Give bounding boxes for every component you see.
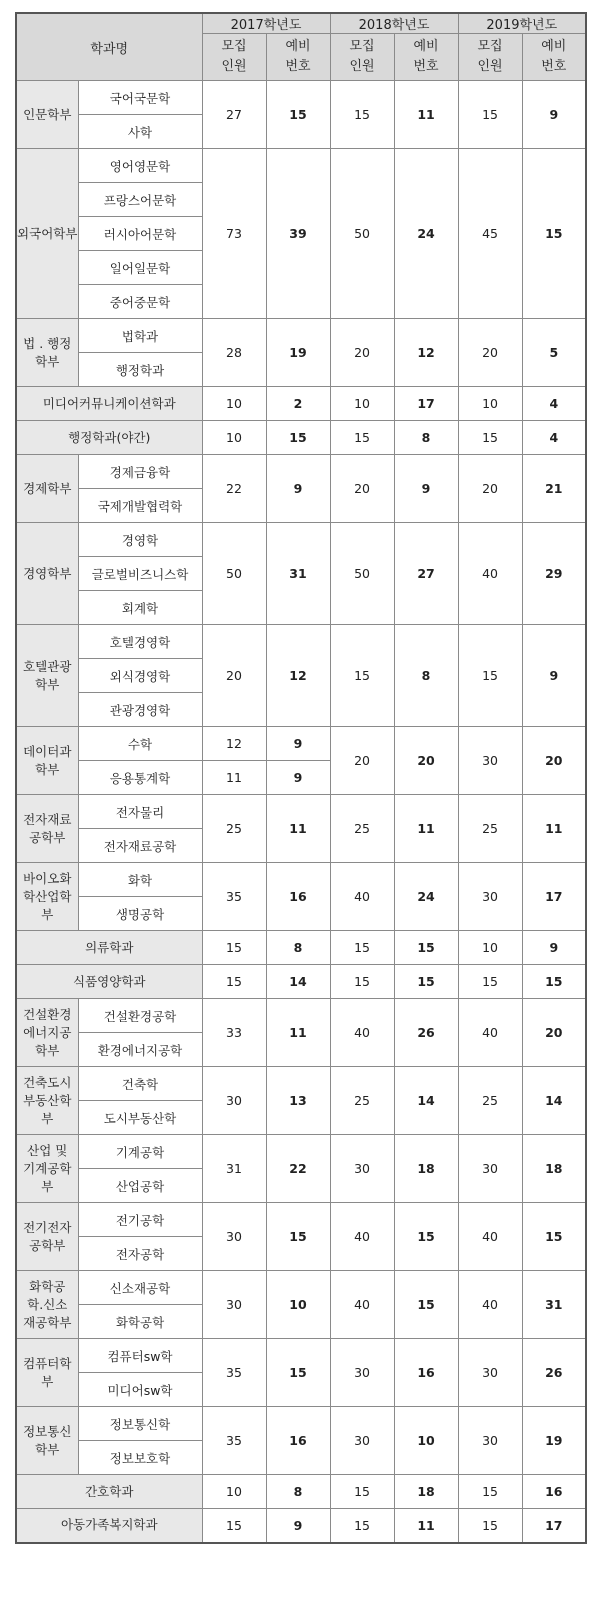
table-row xyxy=(16,1271,586,1305)
major-name: 외식경영학 xyxy=(78,659,202,693)
reserve-number: 18 xyxy=(394,1475,458,1509)
recruit-count: 50 xyxy=(202,523,266,625)
reserve-number: 9 xyxy=(266,761,330,795)
major-name: 글로벌비즈니스학 xyxy=(78,557,202,591)
faculty-name: 법 . 행정 학부 xyxy=(16,319,78,387)
major-name: 중어중문학 xyxy=(78,285,202,319)
table-row xyxy=(16,931,586,965)
recruit-count: 40 xyxy=(458,1271,522,1339)
major-name: 법학과 xyxy=(78,319,202,353)
major-name: 건설환경공학 xyxy=(78,999,202,1033)
recruit-count: 30 xyxy=(458,1407,522,1475)
major-name: 기계공학 xyxy=(78,1135,202,1169)
reserve-number: 15 xyxy=(394,1203,458,1271)
recruit-count: 15 xyxy=(330,1475,394,1509)
reserve-number: 12 xyxy=(394,319,458,387)
recruit-count: 15 xyxy=(458,421,522,455)
recruit-count: 15 xyxy=(202,1509,266,1543)
dept-header: 학과명 xyxy=(16,13,202,81)
faculty-name: 호텔관광 학부 xyxy=(16,625,78,727)
recruit-count: 15 xyxy=(330,965,394,999)
reserve-number: 9 xyxy=(394,455,458,523)
reserve-number: 24 xyxy=(394,863,458,931)
recruit-count: 15 xyxy=(458,81,522,149)
recruit-count: 30 xyxy=(330,1135,394,1203)
recruit-count: 30 xyxy=(202,1067,266,1135)
reserve-number: 24 xyxy=(394,149,458,319)
reserve-number: 22 xyxy=(266,1135,330,1203)
dept-name: 의류학과 xyxy=(16,931,202,965)
table-row xyxy=(16,1407,586,1441)
recruit-count: 35 xyxy=(202,1339,266,1407)
major-name: 신소재공학 xyxy=(78,1271,202,1305)
table-row xyxy=(16,523,586,557)
table-row xyxy=(16,1203,586,1237)
recruit-count: 20 xyxy=(458,455,522,523)
year-header-2019: 2019학년도 xyxy=(458,13,586,34)
recruit-count: 50 xyxy=(330,149,394,319)
reserve-number: 39 xyxy=(266,149,330,319)
reserve-number: 31 xyxy=(522,1271,586,1339)
recruit-count: 40 xyxy=(458,1203,522,1271)
recruit-count: 20 xyxy=(458,319,522,387)
recruit-count: 40 xyxy=(458,999,522,1067)
reserve-number: 20 xyxy=(522,727,586,795)
table-row xyxy=(16,625,586,659)
major-name: 전기공학 xyxy=(78,1203,202,1237)
recruit-count: 30 xyxy=(202,1271,266,1339)
reserve-number: 16 xyxy=(394,1339,458,1407)
faculty-name: 산업 및 기계공학 부 xyxy=(16,1135,78,1203)
reserve-number: 9 xyxy=(522,931,586,965)
table-row xyxy=(16,421,586,455)
major-name: 건축학 xyxy=(78,1067,202,1101)
reserve-number-header-2018: 예비 번호 xyxy=(394,34,458,81)
recruit-count: 10 xyxy=(458,931,522,965)
reserve-number: 12 xyxy=(266,625,330,727)
reserve-number: 31 xyxy=(266,523,330,625)
admission-table xyxy=(15,12,587,1544)
major-name: 러시아어문학 xyxy=(78,217,202,251)
major-name: 관광경영학 xyxy=(78,693,202,727)
reserve-number: 14 xyxy=(394,1067,458,1135)
dept-name: 미디어커뮤니케이션학과 xyxy=(16,387,202,421)
recruit-count: 40 xyxy=(330,863,394,931)
table-row xyxy=(16,81,586,115)
reserve-number: 19 xyxy=(266,319,330,387)
recruit-count: 30 xyxy=(458,1339,522,1407)
major-name: 국어국문학 xyxy=(78,81,202,115)
major-name: 경제금융학 xyxy=(78,455,202,489)
recruit-count: 25 xyxy=(202,795,266,863)
faculty-name: 화학공 학.신소 재공학부 xyxy=(16,1271,78,1339)
faculty-name: 정보통신 학부 xyxy=(16,1407,78,1475)
recruit-count-header-2017: 모집 인원 xyxy=(202,34,266,81)
faculty-name: 건축도시 부동산학 부 xyxy=(16,1067,78,1135)
major-name: 수학 xyxy=(78,727,202,761)
reserve-number: 20 xyxy=(522,999,586,1067)
major-name: 호텔경영학 xyxy=(78,625,202,659)
reserve-number: 20 xyxy=(394,727,458,795)
table-row xyxy=(16,455,586,489)
reserve-number: 15 xyxy=(394,965,458,999)
recruit-count: 30 xyxy=(330,1407,394,1475)
faculty-name: 전자재료 공학부 xyxy=(16,795,78,863)
reserve-number: 15 xyxy=(266,1339,330,1407)
table-row xyxy=(16,1475,586,1509)
dept-name: 간호학과 xyxy=(16,1475,202,1509)
major-name: 정보보호학 xyxy=(78,1441,202,1475)
table-row xyxy=(16,795,586,829)
reserve-number: 9 xyxy=(266,727,330,761)
reserve-number: 18 xyxy=(522,1135,586,1203)
recruit-count: 15 xyxy=(202,965,266,999)
reserve-number: 14 xyxy=(522,1067,586,1135)
reserve-number-header-2019: 예비 번호 xyxy=(522,34,586,81)
faculty-name: 경제학부 xyxy=(16,455,78,523)
reserve-number: 8 xyxy=(394,625,458,727)
reserve-number: 11 xyxy=(394,81,458,149)
dept-name: 행정학과(야간) xyxy=(16,421,202,455)
recruit-count: 40 xyxy=(330,1203,394,1271)
table-row xyxy=(16,1067,586,1101)
major-name: 사학 xyxy=(78,115,202,149)
major-name: 미디어sw학 xyxy=(78,1373,202,1407)
recruit-count: 35 xyxy=(202,863,266,931)
major-name: 전자물리 xyxy=(78,795,202,829)
major-name: 화학공학 xyxy=(78,1305,202,1339)
recruit-count: 15 xyxy=(330,625,394,727)
reserve-number: 15 xyxy=(266,81,330,149)
recruit-count: 40 xyxy=(330,1271,394,1339)
faculty-name: 바이오화 학산업학 부 xyxy=(16,863,78,931)
reserve-number: 8 xyxy=(266,1475,330,1509)
faculty-name: 경영학부 xyxy=(16,523,78,625)
major-name: 응용통계학 xyxy=(78,761,202,795)
reserve-number: 26 xyxy=(522,1339,586,1407)
recruit-count: 15 xyxy=(330,1509,394,1543)
recruit-count: 30 xyxy=(330,1339,394,1407)
reserve-number: 17 xyxy=(394,387,458,421)
table-row xyxy=(16,319,586,353)
reserve-number: 13 xyxy=(266,1067,330,1135)
reserve-number: 11 xyxy=(266,795,330,863)
reserve-number: 17 xyxy=(522,1509,586,1543)
recruit-count: 10 xyxy=(202,387,266,421)
recruit-count: 20 xyxy=(330,455,394,523)
reserve-number: 9 xyxy=(266,1509,330,1543)
major-name: 정보통신학 xyxy=(78,1407,202,1441)
recruit-count: 15 xyxy=(330,931,394,965)
reserve-number: 11 xyxy=(522,795,586,863)
reserve-number: 15 xyxy=(522,149,586,319)
table-row xyxy=(16,149,586,183)
reserve-number: 18 xyxy=(394,1135,458,1203)
major-name: 일어일문학 xyxy=(78,251,202,285)
recruit-count: 20 xyxy=(202,625,266,727)
recruit-count: 15 xyxy=(458,1475,522,1509)
table-row xyxy=(16,1339,586,1373)
year-header-2017: 2017학년도 xyxy=(202,13,330,34)
recruit-count: 15 xyxy=(330,81,394,149)
recruit-count: 15 xyxy=(458,1509,522,1543)
recruit-count: 50 xyxy=(330,523,394,625)
recruit-count: 45 xyxy=(458,149,522,319)
recruit-count: 10 xyxy=(202,1475,266,1509)
recruit-count: 27 xyxy=(202,81,266,149)
reserve-number: 21 xyxy=(522,455,586,523)
reserve-number: 8 xyxy=(266,931,330,965)
reserve-number: 29 xyxy=(522,523,586,625)
recruit-count: 30 xyxy=(458,1135,522,1203)
recruit-count: 10 xyxy=(202,421,266,455)
reserve-number: 10 xyxy=(266,1271,330,1339)
reserve-number: 16 xyxy=(266,863,330,931)
recruit-count: 10 xyxy=(458,387,522,421)
reserve-number: 19 xyxy=(522,1407,586,1475)
reserve-number: 2 xyxy=(266,387,330,421)
reserve-number: 26 xyxy=(394,999,458,1067)
reserve-number: 4 xyxy=(522,421,586,455)
reserve-number: 15 xyxy=(394,1271,458,1339)
major-name: 전자재료공학 xyxy=(78,829,202,863)
reserve-number-header-2017: 예비 번호 xyxy=(266,34,330,81)
reserve-number: 15 xyxy=(522,965,586,999)
faculty-name: 건설환경 에너지공 학부 xyxy=(16,999,78,1067)
dept-name: 아동가족복지학과 xyxy=(16,1509,202,1543)
recruit-count: 12 xyxy=(202,727,266,761)
reserve-number: 8 xyxy=(394,421,458,455)
recruit-count: 11 xyxy=(202,761,266,795)
major-name: 전자공학 xyxy=(78,1237,202,1271)
recruit-count: 73 xyxy=(202,149,266,319)
reserve-number: 9 xyxy=(522,81,586,149)
major-name: 회계학 xyxy=(78,591,202,625)
major-name: 프랑스어문학 xyxy=(78,183,202,217)
header-row-years xyxy=(16,13,586,34)
reserve-number: 27 xyxy=(394,523,458,625)
recruit-count-header-2019: 모집 인원 xyxy=(458,34,522,81)
recruit-count: 28 xyxy=(202,319,266,387)
reserve-number: 15 xyxy=(266,421,330,455)
dept-name: 식품영양학과 xyxy=(16,965,202,999)
recruit-count: 33 xyxy=(202,999,266,1067)
major-name: 영어영문학 xyxy=(78,149,202,183)
table-body xyxy=(16,81,586,1543)
faculty-name: 데이터과 학부 xyxy=(16,727,78,795)
admission-table-container xyxy=(15,12,587,1544)
reserve-number: 15 xyxy=(394,931,458,965)
year-header-2018: 2018학년도 xyxy=(330,13,458,34)
reserve-number: 16 xyxy=(522,1475,586,1509)
major-name: 화학 xyxy=(78,863,202,897)
major-name: 도시부동산학 xyxy=(78,1101,202,1135)
recruit-count: 22 xyxy=(202,455,266,523)
major-name: 산업공학 xyxy=(78,1169,202,1203)
recruit-count: 30 xyxy=(458,727,522,795)
table-row xyxy=(16,863,586,897)
recruit-count: 40 xyxy=(330,999,394,1067)
recruit-count: 25 xyxy=(330,795,394,863)
recruit-count: 35 xyxy=(202,1407,266,1475)
recruit-count-header-2018: 모집 인원 xyxy=(330,34,394,81)
major-name: 생명공학 xyxy=(78,897,202,931)
reserve-number: 15 xyxy=(522,1203,586,1271)
reserve-number: 14 xyxy=(266,965,330,999)
reserve-number: 16 xyxy=(266,1407,330,1475)
recruit-count: 25 xyxy=(458,1067,522,1135)
reserve-number: 11 xyxy=(266,999,330,1067)
reserve-number: 5 xyxy=(522,319,586,387)
table-row xyxy=(16,999,586,1033)
major-name: 국제개발협력학 xyxy=(78,489,202,523)
reserve-number: 10 xyxy=(394,1407,458,1475)
recruit-count: 15 xyxy=(458,625,522,727)
reserve-number: 9 xyxy=(266,455,330,523)
recruit-count: 30 xyxy=(202,1203,266,1271)
recruit-count: 25 xyxy=(458,795,522,863)
reserve-number: 11 xyxy=(394,795,458,863)
recruit-count: 30 xyxy=(458,863,522,931)
major-name: 환경에너지공학 xyxy=(78,1033,202,1067)
table-row xyxy=(16,1509,586,1543)
reserve-number: 11 xyxy=(394,1509,458,1543)
recruit-count: 10 xyxy=(330,387,394,421)
table-row xyxy=(16,727,586,761)
faculty-name: 컴퓨터학 부 xyxy=(16,1339,78,1407)
faculty-name: 외국어학부 xyxy=(16,149,78,319)
table-row xyxy=(16,965,586,999)
table-row xyxy=(16,387,586,421)
faculty-name: 인문학부 xyxy=(16,81,78,149)
reserve-number: 17 xyxy=(522,863,586,931)
major-name: 컴퓨터sw학 xyxy=(78,1339,202,1373)
recruit-count: 15 xyxy=(458,965,522,999)
recruit-count: 25 xyxy=(330,1067,394,1135)
major-name: 행정학과 xyxy=(78,353,202,387)
major-name: 경영학 xyxy=(78,523,202,557)
recruit-count: 15 xyxy=(202,931,266,965)
reserve-number: 9 xyxy=(522,625,586,727)
recruit-count: 31 xyxy=(202,1135,266,1203)
reserve-number: 4 xyxy=(522,387,586,421)
recruit-count: 20 xyxy=(330,727,394,795)
reserve-number: 15 xyxy=(266,1203,330,1271)
faculty-name: 전기전자 공학부 xyxy=(16,1203,78,1271)
recruit-count: 20 xyxy=(330,319,394,387)
table-row xyxy=(16,1135,586,1169)
recruit-count: 15 xyxy=(330,421,394,455)
recruit-count: 40 xyxy=(458,523,522,625)
